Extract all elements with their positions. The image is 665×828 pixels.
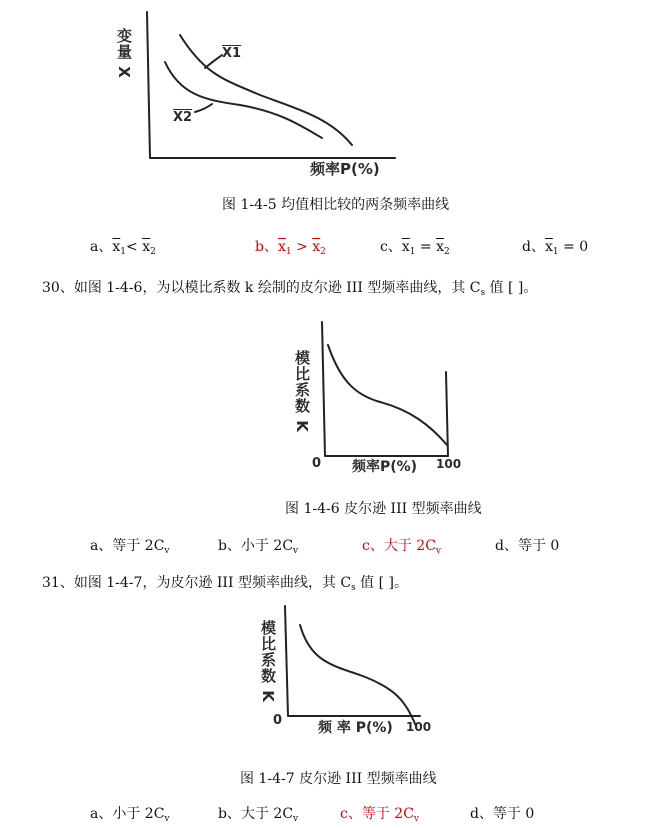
subscript: v — [293, 546, 299, 556]
question-text-end: 值 [ ]。 — [485, 280, 538, 296]
option-text: b、大于 2C — [218, 806, 294, 822]
option-text: d、等于 0 — [470, 806, 535, 822]
question-31 — [42, 572, 408, 593]
curve — [328, 345, 447, 445]
option-text: c、大于 2C — [362, 538, 436, 554]
figure3-x-min: 0 — [273, 713, 283, 728]
subscript: s — [480, 288, 486, 298]
subscript: v — [164, 814, 170, 824]
axes — [322, 322, 448, 456]
subscript: s — [351, 583, 356, 593]
figure1-y-label: 变量 X — [115, 28, 133, 79]
question-text: 31、如图 1-4-7，为皮尔逊 III 型频率曲线，其 C — [42, 575, 352, 591]
q29-option-d — [522, 236, 588, 257]
subscript: v — [293, 814, 299, 824]
option-text: a、小于 2C — [90, 806, 165, 822]
x-bar: $\overline{x}$ — [436, 239, 445, 255]
figure-1-4-6-plot — [0, 310, 665, 480]
curve — [300, 625, 416, 726]
curve1-label — [222, 46, 241, 61]
question-text: 30、如图 1-4-6，为以模比系数 k 绘制的皮尔逊 III 型频率曲线，其 C — [42, 280, 481, 296]
option-text: b、小于 2C — [218, 538, 294, 554]
x-bar: $\overline{x}$ — [544, 239, 553, 255]
q30-option-d — [495, 535, 559, 555]
operator: = — [415, 239, 437, 255]
option-text: c、等于 2C — [340, 806, 414, 822]
x-bar: $\overline{x}$ — [277, 239, 286, 255]
q31-option-c — [340, 803, 419, 824]
q29-option-a — [90, 236, 156, 257]
option-prefix: b、 — [255, 239, 278, 255]
figure2-x-label: 频率P(%) — [352, 459, 418, 475]
figure2-x-max: 100 — [436, 457, 462, 471]
curve2-label — [173, 110, 192, 125]
subscript: v — [435, 546, 442, 556]
subscript: v — [164, 546, 170, 556]
figure3-x-max: 100 — [406, 720, 432, 734]
figure2-x-min: 0 — [312, 456, 322, 471]
q29-option-b — [255, 236, 326, 257]
subscript: 1 — [409, 247, 416, 257]
subscript: 1 — [552, 247, 559, 257]
q31-option-a — [90, 803, 170, 824]
question-text-end: 值 [ ]。 — [355, 575, 409, 591]
subscript: 1 — [285, 247, 292, 257]
option-prefix: d、 — [522, 239, 545, 255]
x-bar: $\overline{x}$ — [142, 239, 151, 255]
q30-option-c — [362, 535, 441, 556]
figure3-x-label: 频 率 P(%) — [318, 720, 393, 736]
operator: < — [126, 239, 143, 255]
leader-x1 — [205, 55, 222, 68]
curve-x1 — [180, 35, 352, 145]
figure1-x-label: 频率P(%) — [310, 160, 380, 178]
option-prefix: c、 — [380, 239, 402, 255]
subscript: 2 — [150, 247, 156, 257]
figure2-caption: 图 1-4-6 皮尔逊 III 型频率曲线 — [285, 501, 482, 517]
y-axis — [147, 12, 395, 158]
q31-option-d — [470, 803, 534, 823]
q31-option-b — [218, 803, 298, 824]
curve1-label-text: X1 — [222, 46, 242, 61]
option-prefix: a、 — [90, 239, 113, 255]
subscript: 1 — [120, 247, 126, 257]
option-text: a、等于 2C — [90, 538, 165, 554]
x-bar: $\overline{x}$ — [312, 239, 321, 255]
q30-option-a — [90, 535, 170, 556]
figure3-caption: 图 1-4-7 皮尔逊 III 型频率曲线 — [240, 771, 437, 787]
figure2-y-label: 模比系数 K — [293, 350, 311, 433]
q29-option-c — [380, 236, 450, 257]
x-bar: $\overline{x}$ — [401, 239, 410, 255]
figure-1-4-7 — [0, 600, 665, 750]
subscript: v — [413, 814, 420, 824]
figure3-y-label: 模比系数 K — [259, 620, 277, 703]
subscript: 2 — [444, 247, 450, 257]
operator: = 0 — [558, 239, 589, 255]
figure1-caption: 图 1-4-5 均值相比较的两条频率曲线 — [222, 197, 450, 213]
x-bar: $\overline{x}$ — [112, 239, 121, 255]
curve2-label-text: X2 — [173, 110, 193, 125]
leader-x2 — [195, 104, 212, 112]
curve-x2 — [165, 62, 322, 138]
question-30 — [42, 277, 537, 298]
q30-option-b — [218, 535, 298, 556]
subscript: 2 — [320, 247, 326, 257]
figure-1-4-6 — [0, 310, 665, 480]
operator: > — [291, 239, 313, 255]
figure-1-4-5 — [0, 0, 665, 190]
option-text: d、等于 0 — [495, 538, 560, 554]
